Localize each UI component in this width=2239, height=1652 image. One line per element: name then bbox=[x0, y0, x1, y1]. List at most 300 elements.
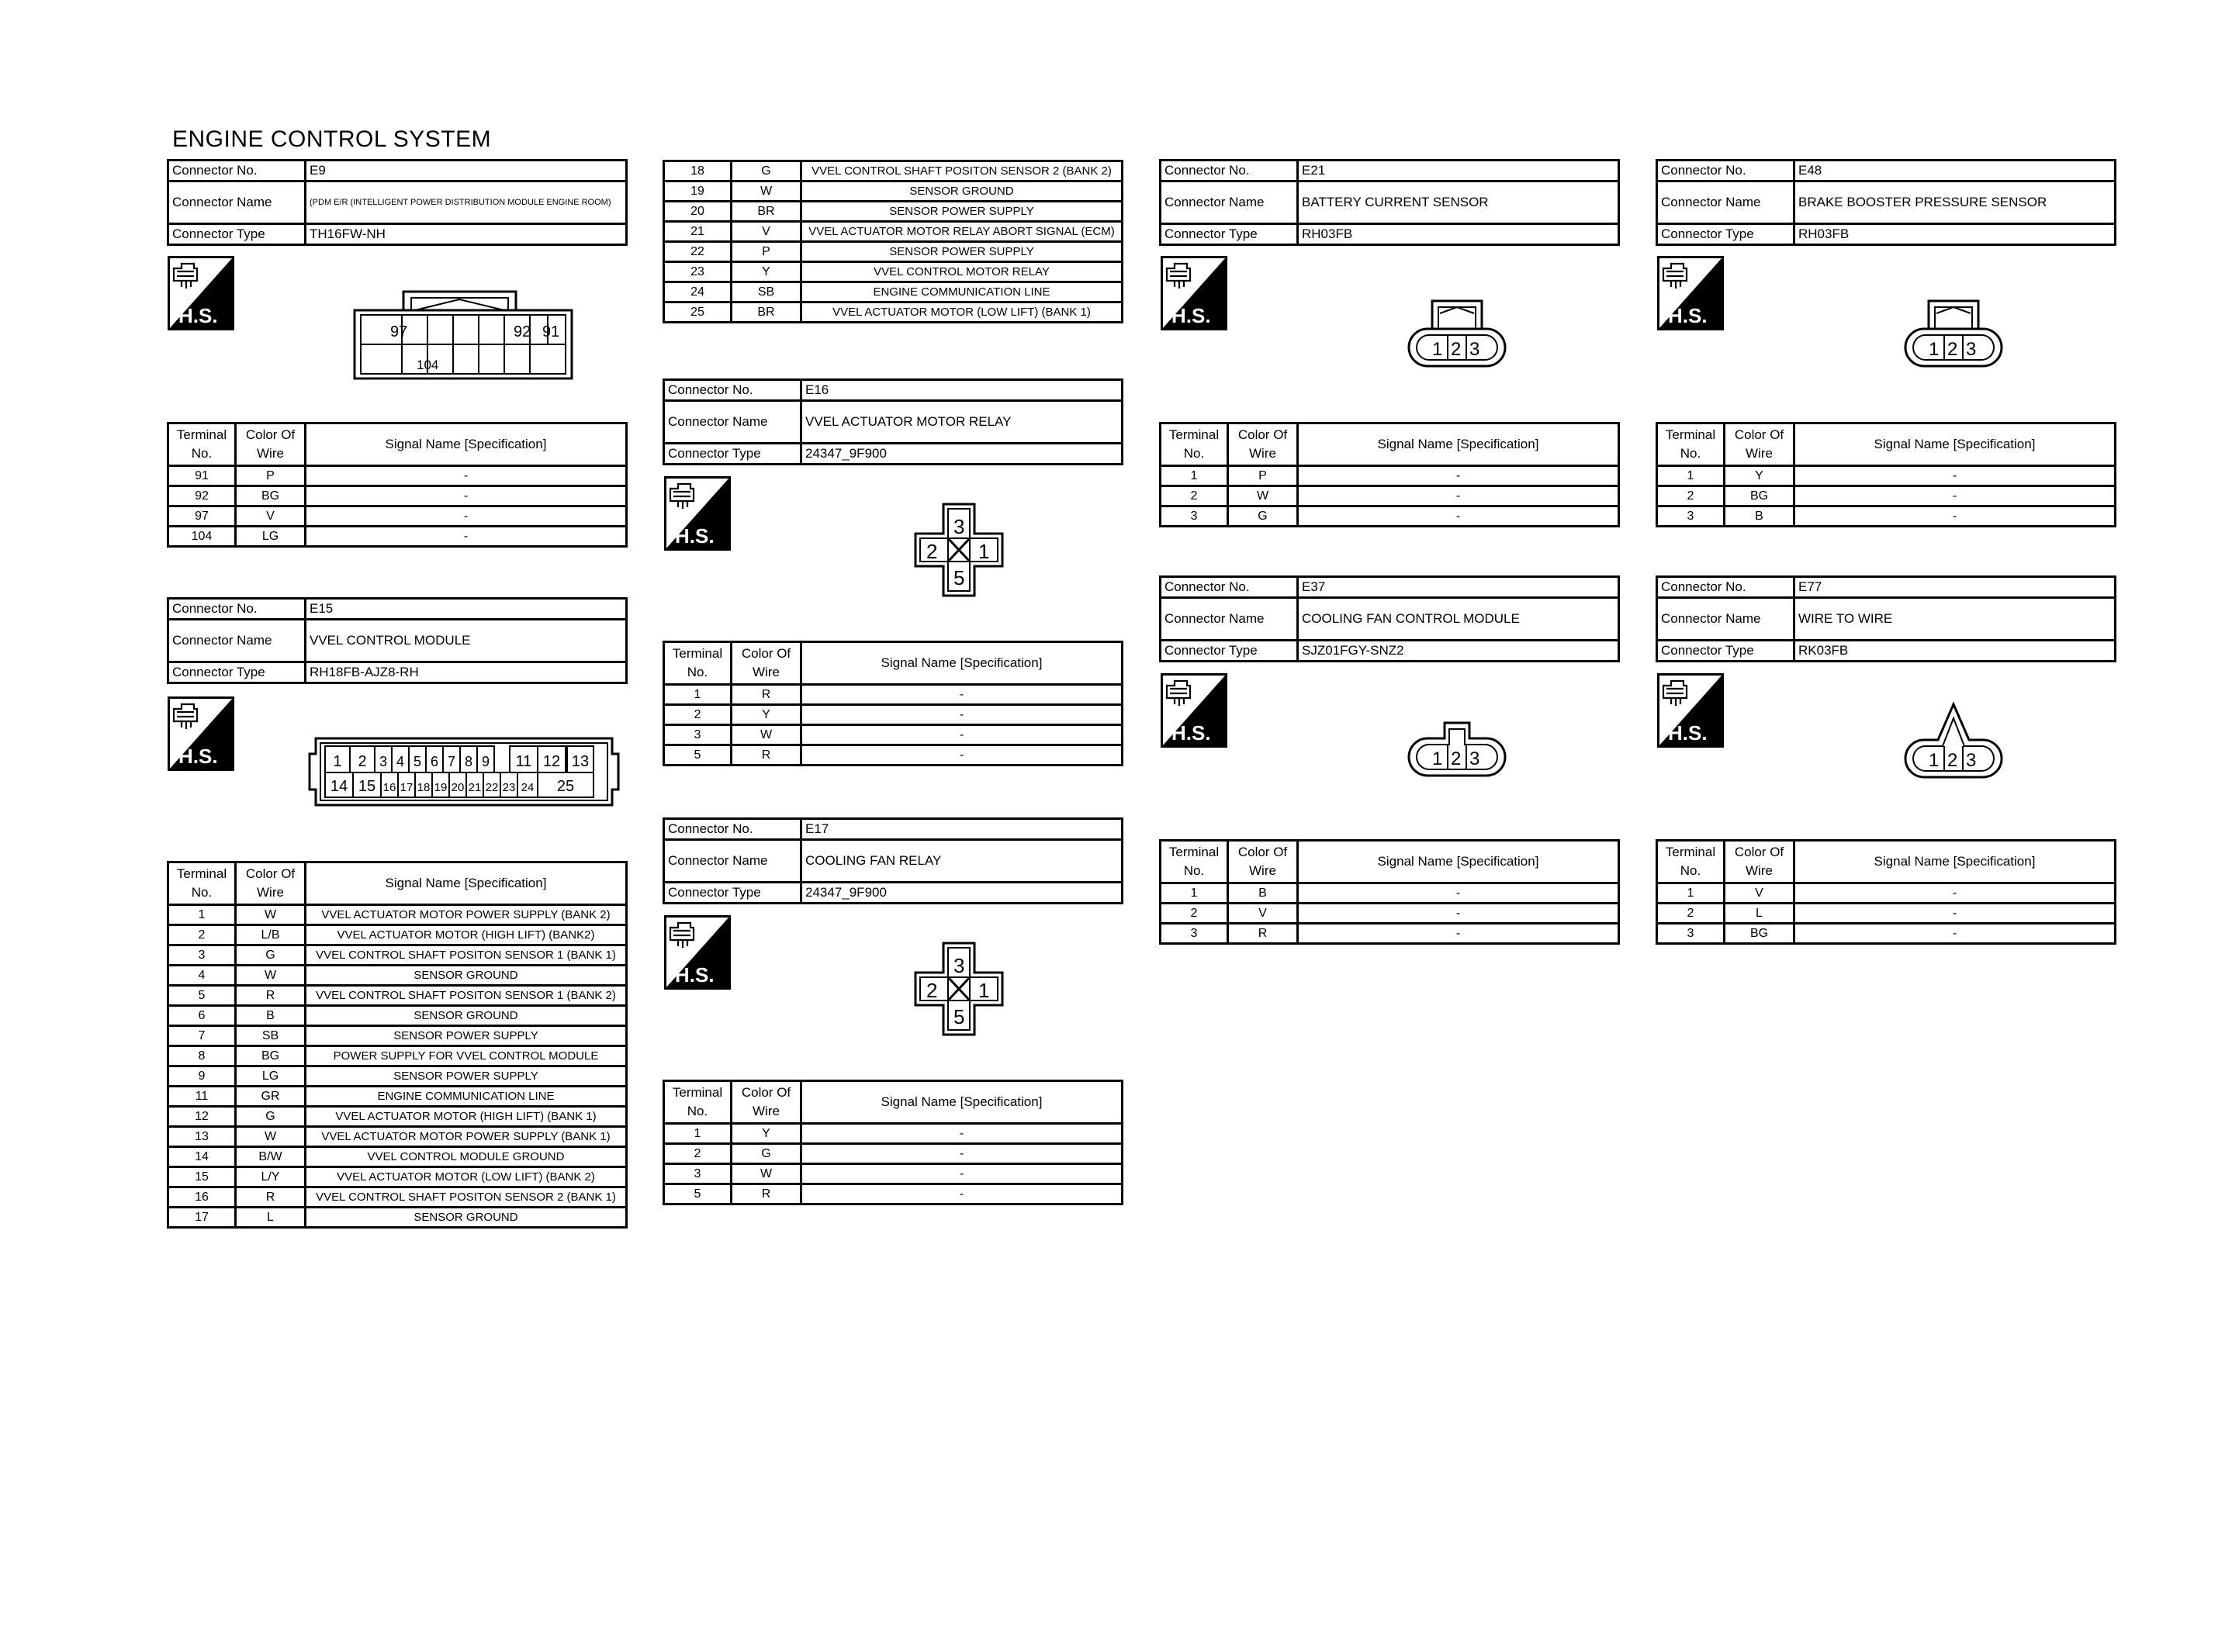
terminal-cell: 15 bbox=[168, 1167, 236, 1187]
wire-color-cell: Y bbox=[1725, 466, 1794, 486]
signal-cell: VVEL ACTUATOR MOTOR POWER SUPPLY (BANK 1) bbox=[306, 1127, 627, 1147]
hs-label: H.S. bbox=[675, 963, 715, 987]
pin-1: 1 bbox=[1929, 339, 1940, 360]
terminal-cell: 1 bbox=[1657, 466, 1725, 486]
connector-e9-terminal-table bbox=[167, 422, 628, 548]
table-row bbox=[1161, 506, 1619, 527]
color-of-wire-header: Color Of Wire bbox=[1725, 841, 1794, 883]
color-of-wire-header: Color Of Wire bbox=[236, 423, 306, 466]
terminal-cell: 3 bbox=[664, 1164, 732, 1184]
signal-cell: - bbox=[801, 1124, 1123, 1144]
table-row bbox=[664, 282, 1123, 302]
wire-color-cell: L bbox=[1725, 904, 1794, 924]
terminal-table bbox=[1656, 422, 2116, 527]
signal-cell: - bbox=[1298, 883, 1619, 904]
connector-e17-diagram bbox=[912, 942, 1005, 1042]
terminal-cell: 2 bbox=[664, 705, 732, 725]
terminal-table bbox=[663, 160, 1123, 323]
signal-cell: - bbox=[1794, 924, 2116, 944]
signal-cell: VVEL ACTUATOR MOTOR (HIGH LIFT) (BANK 1) bbox=[306, 1107, 627, 1127]
signal-cell: VVEL CONTROL SHAFT POSITON SENSOR 1 (BANK 1) bbox=[306, 945, 627, 966]
hs-icon bbox=[664, 476, 731, 551]
terminal-table bbox=[1656, 839, 2116, 945]
connector-e15-diagram bbox=[305, 735, 623, 812]
terminal-cell: 91 bbox=[168, 466, 236, 486]
pin-1: 1 bbox=[1432, 339, 1443, 360]
wire-color-cell: G bbox=[732, 1144, 801, 1164]
connector-e9-diagram bbox=[353, 287, 575, 384]
hs-label: H.S. bbox=[178, 745, 218, 768]
connector-no-label: Connector No. bbox=[1161, 161, 1298, 181]
connector-e15-terminal-table bbox=[167, 861, 628, 1229]
wire-color-cell: Y bbox=[732, 705, 801, 725]
signal-cell: - bbox=[1794, 486, 2116, 506]
signal-cell: SENSOR POWER SUPPLY bbox=[306, 1026, 627, 1046]
table-row bbox=[1161, 924, 1619, 944]
terminal-cell: 1 bbox=[1161, 466, 1228, 486]
terminal-no-header: Terminal No. bbox=[168, 423, 236, 466]
terminal-cell: 92 bbox=[168, 486, 236, 506]
terminal-cell: 3 bbox=[1161, 924, 1228, 944]
table-row bbox=[1657, 883, 2116, 904]
pin-label: 3 bbox=[379, 754, 388, 769]
wire-color-cell: V bbox=[236, 506, 306, 527]
table-row bbox=[168, 1167, 627, 1187]
table-row bbox=[168, 945, 627, 966]
table-row bbox=[168, 1127, 627, 1147]
table-row bbox=[1161, 466, 1619, 486]
connector-no-value: E17 bbox=[801, 819, 1123, 840]
terminal-no-header: Terminal No. bbox=[168, 862, 236, 905]
signal-cell: - bbox=[801, 745, 1123, 766]
pin-2: 2 bbox=[926, 979, 938, 1002]
pin-label: 21 bbox=[468, 781, 482, 794]
wire-color-cell: BG bbox=[1725, 486, 1794, 506]
signal-cell: SENSOR POWER SUPPLY bbox=[801, 202, 1123, 222]
connector-no-label: Connector No. bbox=[664, 380, 801, 401]
color-of-wire-header: Color Of Wire bbox=[1228, 841, 1298, 883]
signal-cell: VVEL ACTUATOR MOTOR (LOW LIFT) (BANK 2) bbox=[306, 1167, 627, 1187]
hs-label: H.S. bbox=[1171, 721, 1211, 745]
pin-1: 1 bbox=[978, 979, 990, 1002]
signal-cell: - bbox=[801, 1184, 1123, 1204]
wire-color-cell: W bbox=[236, 966, 306, 986]
wire-color-cell: LG bbox=[236, 1066, 306, 1087]
signal-name-header: Signal Name [Specification] bbox=[1298, 423, 1619, 466]
terminal-cell: 5 bbox=[664, 1184, 732, 1204]
terminal-table bbox=[1159, 839, 1620, 945]
pin-label: 4 bbox=[396, 754, 405, 769]
connector-e17-info bbox=[663, 817, 1123, 904]
color-of-wire-header: Color Of Wire bbox=[732, 642, 801, 685]
terminal-cell: 8 bbox=[168, 1046, 236, 1066]
pin-label: 13 bbox=[571, 753, 590, 770]
table-row bbox=[664, 202, 1123, 222]
color-of-wire-header: Color Of Wire bbox=[1725, 423, 1794, 466]
terminal-cell: 11 bbox=[168, 1087, 236, 1107]
connector-no-value: E9 bbox=[306, 161, 627, 181]
terminal-no-header: Terminal No. bbox=[664, 1081, 732, 1124]
wire-color-cell: BG bbox=[236, 486, 306, 506]
terminal-cell: 2 bbox=[1657, 904, 1725, 924]
terminal-cell: 18 bbox=[664, 161, 732, 181]
pin-label: 23 bbox=[502, 781, 516, 794]
signal-cell: - bbox=[801, 1164, 1123, 1184]
signal-cell: VVEL CONTROL SHAFT POSITON SENSOR 2 (BANK 1) bbox=[306, 1187, 627, 1208]
pin-2: 2 bbox=[1451, 748, 1462, 769]
signal-cell: - bbox=[801, 725, 1123, 745]
connector-e16-diagram bbox=[912, 503, 1005, 603]
pin-label: 25 bbox=[556, 778, 575, 795]
signal-cell: VVEL ACTUATOR MOTOR (HIGH LIFT) (BANK2) bbox=[306, 925, 627, 945]
pin-1: 1 bbox=[1432, 748, 1443, 769]
pin-label: 2 bbox=[358, 753, 367, 770]
table-row bbox=[1161, 883, 1619, 904]
signal-cell: SENSOR GROUND bbox=[801, 181, 1123, 202]
terminal-cell: 97 bbox=[168, 506, 236, 527]
terminal-table bbox=[663, 1080, 1123, 1205]
wire-color-cell: SB bbox=[236, 1026, 306, 1046]
signal-cell: - bbox=[1298, 466, 1619, 486]
table-row bbox=[664, 222, 1123, 242]
wire-color-cell: G bbox=[236, 945, 306, 966]
pin-3: 3 bbox=[1469, 339, 1480, 360]
pin-2: 2 bbox=[1451, 339, 1462, 360]
terminal-table bbox=[663, 641, 1123, 766]
connector-type-label: Connector Type bbox=[1161, 641, 1298, 662]
table-row bbox=[168, 466, 627, 486]
pin-label: 15 bbox=[358, 778, 376, 795]
signal-cell: - bbox=[1298, 506, 1619, 527]
connector-type-label: Connector Type bbox=[664, 444, 801, 465]
connector-no-label: Connector No. bbox=[168, 599, 306, 620]
connector-name-value: COOLING FAN RELAY bbox=[801, 840, 1123, 883]
connector-e16-terminal-table bbox=[663, 641, 1123, 766]
pin-3: 3 bbox=[953, 515, 965, 538]
terminal-cell: 2 bbox=[168, 925, 236, 945]
table-row bbox=[1161, 904, 1619, 924]
signal-cell: SENSOR GROUND bbox=[306, 1006, 627, 1026]
wire-color-cell: W bbox=[732, 181, 801, 202]
wire-color-cell: V bbox=[732, 222, 801, 242]
hs-icon bbox=[1657, 256, 1724, 330]
pin-5: 5 bbox=[953, 1005, 965, 1028]
signal-cell: VVEL CONTROL MOTOR RELAY bbox=[801, 262, 1123, 282]
terminal-no-header: Terminal No. bbox=[1161, 423, 1228, 466]
wire-color-cell: BR bbox=[732, 202, 801, 222]
table-row bbox=[664, 302, 1123, 323]
signal-cell: VVEL CONTROL SHAFT POSITON SENSOR 2 (BANK 2) bbox=[801, 161, 1123, 181]
terminal-cell: 2 bbox=[1161, 904, 1228, 924]
wire-color-cell: W bbox=[236, 1127, 306, 1147]
hs-icon bbox=[1657, 673, 1724, 748]
wire-color-cell: W bbox=[732, 725, 801, 745]
hs-label: H.S. bbox=[1668, 721, 1708, 745]
wire-color-cell: BR bbox=[732, 302, 801, 323]
table-row bbox=[664, 1184, 1123, 1204]
signal-cell: - bbox=[1298, 924, 1619, 944]
signal-cell: VVEL ACTUATOR MOTOR (LOW LIFT) (BANK 1) bbox=[801, 302, 1123, 323]
connector-name-label: Connector Name bbox=[1161, 181, 1298, 224]
table-row bbox=[664, 725, 1123, 745]
wire-color-cell: R bbox=[1228, 924, 1298, 944]
connector-name-value: BRAKE BOOSTER PRESSURE SENSOR bbox=[1794, 181, 2116, 224]
signal-cell: SENSOR GROUND bbox=[306, 1208, 627, 1228]
table-row bbox=[168, 1066, 627, 1087]
connector-no-value: E77 bbox=[1794, 577, 2116, 598]
terminal-table bbox=[167, 422, 628, 548]
color-of-wire-header: Color Of Wire bbox=[1228, 423, 1298, 466]
terminal-cell: 17 bbox=[168, 1208, 236, 1228]
connector-type-value: SJZ01FGY-SNZ2 bbox=[1298, 641, 1619, 662]
connector-name-label: Connector Name bbox=[168, 620, 306, 662]
connector-type-value: RK03FB bbox=[1794, 641, 2116, 662]
terminal-table bbox=[167, 861, 628, 1229]
pin-1: 1 bbox=[1929, 750, 1940, 771]
connector-type-value: TH16FW-NH bbox=[306, 224, 627, 245]
table-row bbox=[168, 1147, 627, 1167]
wire-color-cell: R bbox=[732, 745, 801, 766]
pin-3: 3 bbox=[1966, 339, 1977, 360]
table-row bbox=[168, 986, 627, 1006]
wire-color-cell: LG bbox=[236, 527, 306, 547]
pin-label: 7 bbox=[447, 754, 456, 769]
table-row bbox=[1657, 506, 2116, 527]
wire-color-cell: Y bbox=[732, 262, 801, 282]
table-row bbox=[664, 181, 1123, 202]
signal-cell: - bbox=[306, 486, 627, 506]
table-row bbox=[1657, 466, 2116, 486]
terminal-cell: 14 bbox=[168, 1147, 236, 1167]
wire-color-cell: B bbox=[1725, 506, 1794, 527]
wire-color-cell: V bbox=[1228, 904, 1298, 924]
color-of-wire-header: Color Of Wire bbox=[732, 1081, 801, 1124]
terminal-cell: 5 bbox=[664, 745, 732, 766]
pin-92: 92 bbox=[514, 323, 531, 340]
connector-e21-terminal-table bbox=[1159, 422, 1620, 527]
pin-label: 9 bbox=[481, 754, 490, 769]
pin-label: 11 bbox=[515, 753, 532, 770]
signal-cell: - bbox=[1298, 486, 1619, 506]
table-row bbox=[168, 1026, 627, 1046]
connector-type-value: RH03FB bbox=[1298, 224, 1619, 245]
wire-color-cell: P bbox=[236, 466, 306, 486]
connector-e15-info bbox=[167, 597, 628, 684]
terminal-cell: 23 bbox=[664, 262, 732, 282]
connector-name-value: VVEL ACTUATOR MOTOR RELAY bbox=[801, 401, 1123, 444]
pin-3: 3 bbox=[1469, 748, 1480, 769]
connector-e17-terminal-table bbox=[663, 1080, 1123, 1205]
wire-color-cell: P bbox=[1228, 466, 1298, 486]
table-row bbox=[168, 506, 627, 527]
table-row bbox=[664, 161, 1123, 181]
terminal-cell: 19 bbox=[664, 181, 732, 202]
pin-label: 22 bbox=[485, 781, 499, 794]
pin-label: 20 bbox=[451, 781, 465, 794]
connector-no-label: Connector No. bbox=[1161, 577, 1298, 598]
pin-2: 2 bbox=[926, 540, 938, 563]
connector-e77-terminal-table bbox=[1656, 839, 2116, 945]
connector-type-label: Connector Type bbox=[1161, 224, 1298, 245]
pin-label: 14 bbox=[330, 778, 348, 795]
terminal-cell: 3 bbox=[1161, 506, 1228, 527]
terminal-cell: 6 bbox=[168, 1006, 236, 1026]
wire-color-cell: R bbox=[236, 986, 306, 1006]
table-row bbox=[664, 705, 1123, 725]
wire-color-cell: P bbox=[732, 242, 801, 262]
signal-cell: - bbox=[1794, 506, 2116, 527]
table-row bbox=[664, 262, 1123, 282]
terminal-cell: 104 bbox=[168, 527, 236, 547]
table-row bbox=[1657, 924, 2116, 944]
connector-type-label: Connector Type bbox=[664, 883, 801, 904]
terminal-cell: 24 bbox=[664, 282, 732, 302]
table-row bbox=[168, 925, 627, 945]
table-row bbox=[168, 1087, 627, 1107]
signal-cell: - bbox=[801, 685, 1123, 705]
wire-color-cell: B bbox=[1228, 883, 1298, 904]
wire-color-cell: BG bbox=[1725, 924, 1794, 944]
signal-name-header: Signal Name [Specification] bbox=[1794, 841, 2116, 883]
table-row bbox=[168, 1208, 627, 1228]
pin-label: 6 bbox=[430, 754, 439, 769]
signal-cell: SENSOR POWER SUPPLY bbox=[306, 1066, 627, 1087]
connector-type-value: RH18FB-AJZ8-RH bbox=[306, 662, 627, 683]
signal-cell: - bbox=[801, 1144, 1123, 1164]
table-row bbox=[1161, 486, 1619, 506]
pin-label: 1 bbox=[333, 753, 342, 770]
connector-no-label: Connector No. bbox=[664, 819, 801, 840]
terminal-cell: 7 bbox=[168, 1026, 236, 1046]
connector-name-label: Connector Name bbox=[168, 181, 306, 224]
wire-color-cell: L/Y bbox=[236, 1167, 306, 1187]
signal-cell: - bbox=[306, 527, 627, 547]
table-row bbox=[168, 527, 627, 547]
table-row bbox=[1657, 486, 2116, 506]
signal-cell: VVEL CONTROL MODULE GROUND bbox=[306, 1147, 627, 1167]
wire-color-cell: R bbox=[732, 685, 801, 705]
terminal-cell: 2 bbox=[664, 1144, 732, 1164]
table-row bbox=[168, 1107, 627, 1127]
terminal-cell: 1 bbox=[1161, 883, 1228, 904]
table-row bbox=[664, 1164, 1123, 1184]
signal-cell: VVEL CONTROL SHAFT POSITON SENSOR 1 (BANK 2) bbox=[306, 986, 627, 1006]
connector-e37-info bbox=[1159, 575, 1620, 662]
connector-type-value: 24347_9F900 bbox=[801, 444, 1123, 465]
connector-type-label: Connector Type bbox=[168, 662, 306, 683]
wire-color-cell: BG bbox=[236, 1046, 306, 1066]
connector-e16-info bbox=[663, 378, 1123, 465]
connector-no-value: E37 bbox=[1298, 577, 1619, 598]
signal-cell: - bbox=[1794, 904, 2116, 924]
wire-color-cell: W bbox=[1228, 486, 1298, 506]
terminal-cell: 1 bbox=[664, 1124, 732, 1144]
connector-name-label: Connector Name bbox=[1161, 598, 1298, 641]
terminal-cell: 1 bbox=[1657, 883, 1725, 904]
wire-color-cell: L/B bbox=[236, 925, 306, 945]
wire-color-cell: SB bbox=[732, 282, 801, 302]
terminal-cell: 3 bbox=[1657, 924, 1725, 944]
terminal-cell: 9 bbox=[168, 1066, 236, 1087]
wire-color-cell: B/W bbox=[236, 1147, 306, 1167]
wire-color-cell: W bbox=[236, 905, 306, 925]
wire-color-cell: Y bbox=[732, 1124, 801, 1144]
wire-color-cell: G bbox=[732, 161, 801, 181]
connector-e77-info bbox=[1656, 575, 2116, 662]
connector-e15-terminal-table-continued bbox=[663, 160, 1123, 323]
signal-cell: SENSOR POWER SUPPLY bbox=[801, 242, 1123, 262]
color-of-wire-header: Color Of Wire bbox=[236, 862, 306, 905]
wire-color-cell: L bbox=[236, 1208, 306, 1228]
connector-e37-terminal-table bbox=[1159, 839, 1620, 945]
pin-label: 17 bbox=[400, 781, 414, 794]
terminal-no-header: Terminal No. bbox=[1657, 423, 1725, 466]
terminal-cell: 1 bbox=[664, 685, 732, 705]
hs-label: H.S. bbox=[1668, 304, 1708, 327]
connector-e9-info bbox=[167, 159, 628, 246]
connector-name-label: Connector Name bbox=[1657, 598, 1794, 641]
connector-no-value: E48 bbox=[1794, 161, 2116, 181]
connector-name-label: Connector Name bbox=[664, 840, 801, 883]
terminal-cell: 4 bbox=[168, 966, 236, 986]
signal-cell: - bbox=[1794, 883, 2116, 904]
hs-label: H.S. bbox=[675, 524, 715, 548]
connector-type-value: RH03FB bbox=[1794, 224, 2116, 245]
pin-label: 24 bbox=[521, 781, 535, 794]
connector-name-value: BATTERY CURRENT SENSOR bbox=[1298, 181, 1619, 224]
pin-97: 97 bbox=[390, 323, 408, 340]
connector-e21-diagram bbox=[1404, 298, 1510, 372]
pin-label: 8 bbox=[464, 754, 473, 769]
wire-color-cell: R bbox=[732, 1184, 801, 1204]
signal-cell: - bbox=[306, 506, 627, 527]
connector-e37-diagram bbox=[1404, 718, 1510, 781]
connector-type-label: Connector Type bbox=[168, 224, 306, 245]
table-row bbox=[664, 1144, 1123, 1164]
signal-name-header: Signal Name [Specification] bbox=[1298, 841, 1619, 883]
terminal-cell: 12 bbox=[168, 1107, 236, 1127]
pin-91: 91 bbox=[542, 323, 560, 340]
pin-3: 3 bbox=[953, 954, 965, 977]
connector-e48-terminal-table bbox=[1656, 422, 2116, 527]
terminal-no-header: Terminal No. bbox=[664, 642, 732, 685]
page-title: ENGINE CONTROL SYSTEM bbox=[172, 126, 492, 152]
connector-name-label: Connector Name bbox=[664, 401, 801, 444]
signal-cell: VVEL ACTUATOR MOTOR RELAY ABORT SIGNAL (ECM) bbox=[801, 222, 1123, 242]
pin-2: 2 bbox=[1947, 750, 1958, 771]
connector-no-value: E21 bbox=[1298, 161, 1619, 181]
terminal-table bbox=[1159, 422, 1620, 527]
table-row bbox=[168, 1006, 627, 1026]
connector-name-value: COOLING FAN CONTROL MODULE bbox=[1298, 598, 1619, 641]
table-row bbox=[168, 1187, 627, 1208]
table-row bbox=[168, 486, 627, 506]
table-row bbox=[168, 1046, 627, 1066]
connector-type-label: Connector Type bbox=[1657, 641, 1794, 662]
terminal-cell: 25 bbox=[664, 302, 732, 323]
wire-color-cell: V bbox=[1725, 883, 1794, 904]
terminal-no-header: Terminal No. bbox=[1657, 841, 1725, 883]
wire-color-cell: GR bbox=[236, 1087, 306, 1107]
pin-label: 18 bbox=[417, 781, 431, 794]
connector-no-label: Connector No. bbox=[168, 161, 306, 181]
connector-e48-info bbox=[1656, 159, 2116, 246]
terminal-cell: 3 bbox=[1657, 506, 1725, 527]
hs-icon bbox=[664, 915, 731, 990]
pin-1: 1 bbox=[978, 540, 990, 563]
table-row bbox=[664, 1124, 1123, 1144]
terminal-cell: 3 bbox=[664, 725, 732, 745]
